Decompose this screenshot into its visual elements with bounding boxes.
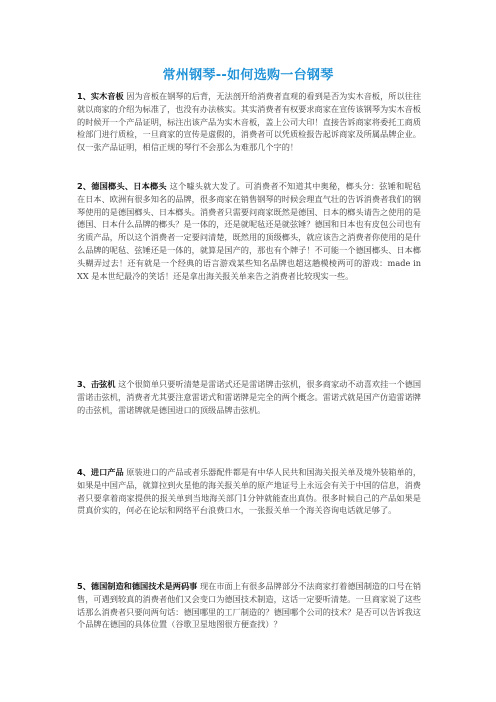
section-4 [77, 466, 421, 517]
section-1 [77, 90, 421, 154]
section-2 [77, 180, 421, 282]
section-2-heading: 2、德国榔头、日本榔头 [77, 181, 167, 191]
section-3-body: 这个很简单只要听清楚是雷诺式还是雷诺牌击弦机，很多商家动不动喜欢挂一个德国雷诺击弦机，消费者尤其要注意雷诺式和雷诺牌是完全的两个概念。雷诺式就是国产仿造雷诺牌的击弦机，雷诺牌就是德国进口的顶级品牌击弦机。 [77, 379, 422, 415]
section-5-heading: 5、德国制造和德国技术是两码事 [77, 581, 198, 591]
section-1-body: 因为音板在钢琴的后背，无法剖开给消费者直观的看到是否为实木音板，所以往往就以商家的介绍为标准了，也没有办法核实。其实消费者有权要求商家在宣传该钢琴为实木音板的时候开一个产品证明，标注出该产品为实木音板，盖上公司大印！直接告诉商家将委托工商质检部门进行质检，一旦商家的宣传是虚假的，消费者可以凭质检报告起诉商家及所属品牌企业。仅一张产品证明，相信正规的琴行不会那么为难那几个字的！ [77, 91, 422, 153]
section-1-heading: 1、实木音板 [77, 91, 124, 101]
section-5 [77, 580, 421, 631]
document-title: 常州钢琴--如何选购一台钢琴 [162, 68, 334, 83]
section-4-body: 原装进口的产品或者乐器配件都是有中华人民共和国海关报关单及境外装箱单的，如果是中国产品，就算拉到火星他的海关报关单的原产地证号上永远会有关于中国的信息，消费者只要拿着商家提供的报关单到当地海关部门1分钟就能查出真伪。很多时候自己的产品如果是贯真价实的，何必在论坛和网络平台浪费口水，一张报关单一个海关咨询电话就足够了。 [77, 467, 422, 516]
section-3 [77, 378, 421, 416]
section-3-heading: 3、击弦机 [77, 379, 116, 389]
section-2-body: 这个噱头就大发了。可消费者不知道其中奥秘，榔头分：弦锤和呢毡 在日本、欧洲有很多知名的品牌，很多商家在销售钢琴的时候会理直气壮的告诉消费者我们的钢琴使用的是德国榔头、日本榔头。消费者只需要问商家既然是德国、日本的榔头请告之使用的是德国、日本什么品牌的榔头？是一体的，还是就呢毡还是就弦锤？德国和日本也有皮包公司也有劣质产品，所以这个消费者一定要问清楚，既然用的顶级榔头，就应该告之消费者你使用的是什么品牌的呢毡、弦锤还是一体的，就算是国产的，那也有个牌子！不可能一个德国榔头、日本榔头糊弄过去！还有就是一个经典的语言游戏某些知名品牌也超这趟模棱两可的游戏：made in XX 是本世纪最冷的笑话！还是拿出海关报关单来告之消费者比较现实一些。 [77, 181, 421, 281]
section-5-body: 现在市面上有很多品牌部分不法商家打着德国制造的口号在销售，可遇到较真的消费者他们又会变口为德国技术制造，这话一定要听清楚。一旦商家说了这些话那么消费者只要问两句话：德国哪里的工厂制造的？德国哪个公司的技术？是否可以告诉我这个品牌在德国的具体位置（谷歌卫星地图很方便查找）？ [77, 581, 422, 630]
section-4-heading: 4、进口产品 [77, 467, 124, 477]
